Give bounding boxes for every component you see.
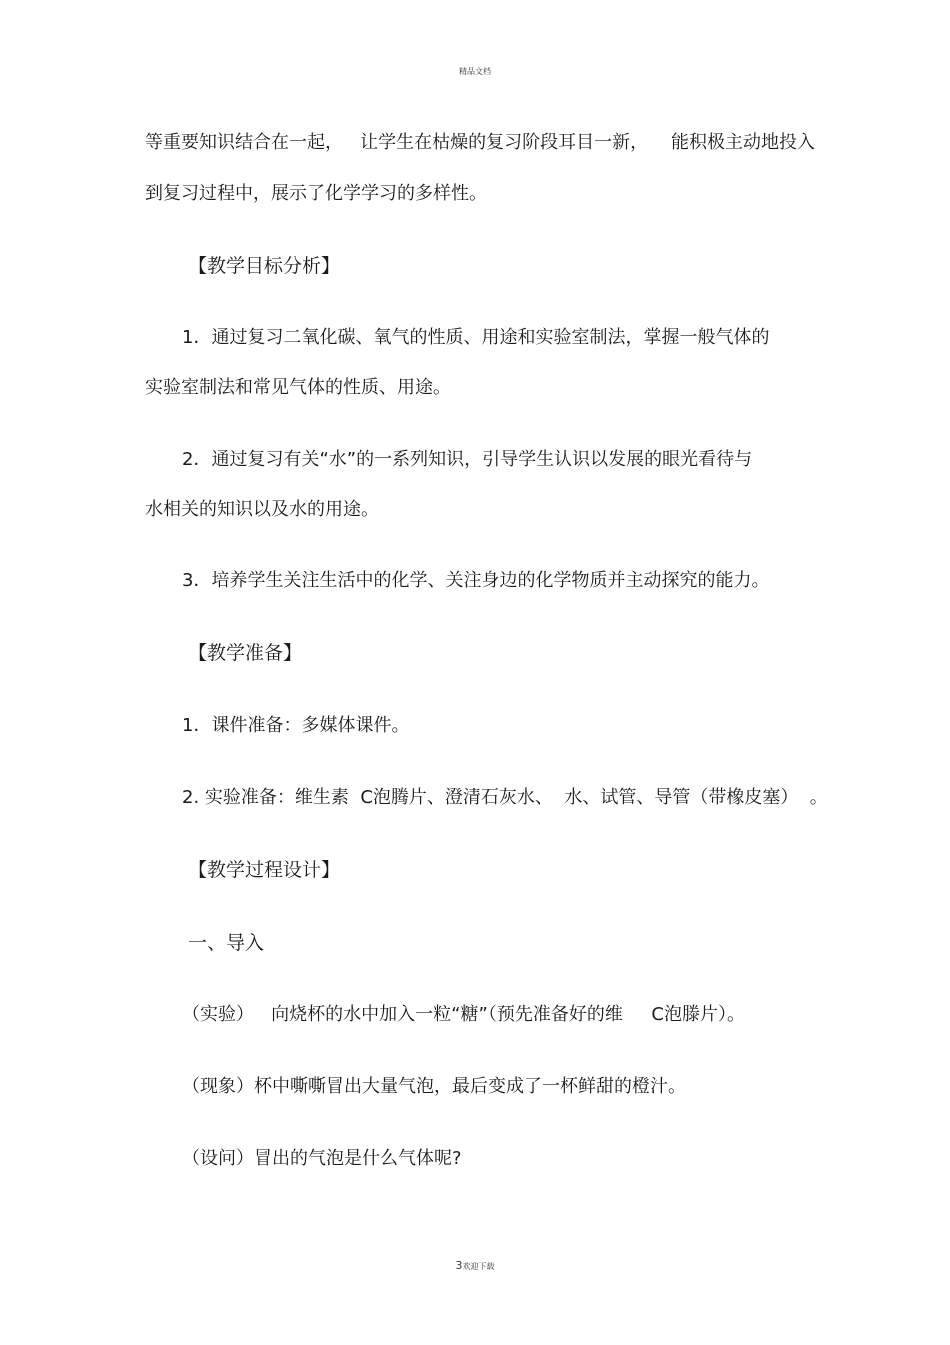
subsection-title-intro: 一、导入 bbox=[188, 932, 265, 954]
goal-item-1-line1: 1．通过复习二氧化碳、氧气的性质、用途和实验室制法，掌握一般气体的 bbox=[182, 327, 770, 348]
question-line: （设问）冒出的气泡是什么气体呢? bbox=[182, 1148, 462, 1169]
page-number: 3 bbox=[455, 1259, 463, 1272]
section-title-goals: 【教学目标分析】 bbox=[188, 255, 341, 277]
page-header: 精品文档 bbox=[459, 67, 491, 76]
prep-item-1: 1．课件准备：多媒体课件。 bbox=[182, 715, 410, 736]
footer-text: 欢迎下载 bbox=[462, 1262, 495, 1271]
goal-item-1-line2: 实验室制法和常见气体的性质、用途。 bbox=[145, 377, 451, 398]
phenomenon-line: （现象）杯中嘶嘶冒出大量气泡，最后变成了一杯鲜甜的橙汁。 bbox=[182, 1076, 686, 1097]
section-title-process: 【教学过程设计】 bbox=[188, 859, 341, 881]
paragraph-line: 等重要知识结合在一起， 让学生在枯燥的复习阶段耳目一新， 能积极主动地投入 bbox=[145, 132, 816, 153]
goal-item-2-line2: 水相关的知识以及水的用途。 bbox=[145, 499, 379, 520]
experiment-line: （实验） 向烧杯的水中加入一粒“糖”（预先准备好的维 C泡滕片）。 bbox=[182, 1004, 745, 1025]
goal-item-2-line1: 2．通过复习有关“水”的一系列知识，引导学生认识以发展的眼光看待与 bbox=[182, 449, 753, 470]
paragraph-line: 到复习过程中，展示了化学学习的多样性。 bbox=[145, 183, 487, 204]
page-footer bbox=[0, 1259, 950, 1272]
goal-item-3: 3．培养学生关注生活中的化学、关注身边的化学物质并主动探究的能力。 bbox=[182, 570, 770, 591]
prep-item-2: 2. 实验准备：维生素 C泡腾片、澄清石灰水、 水、试管、导管（带橡皮塞） 。 bbox=[182, 787, 828, 808]
section-title-prep: 【教学准备】 bbox=[188, 642, 303, 664]
